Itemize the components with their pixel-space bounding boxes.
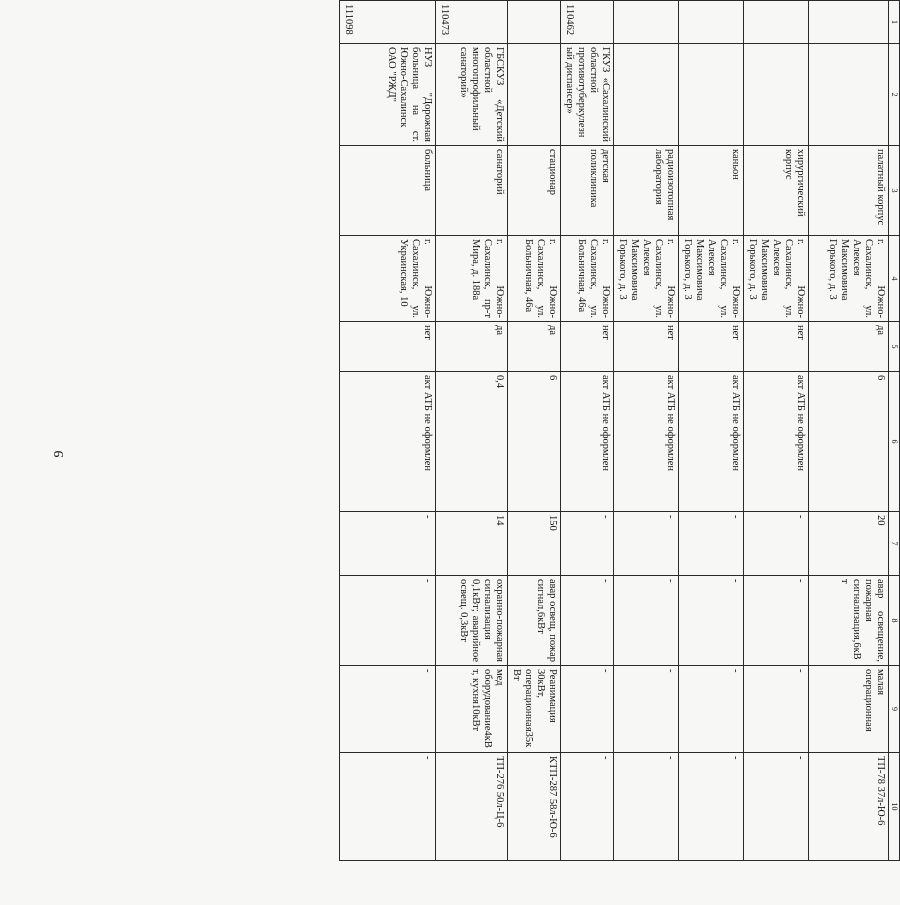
cell-organization: ГКУЗ «Сахалинский областной противотуберкулезный диспансер» [561, 44, 614, 146]
cell-address: г. Южно-Сахалинск, ул. Алексея Максимовича Горького, д. 3 [614, 236, 679, 322]
cell-tp: - [679, 753, 744, 861]
cell-doc: акт АТБ не оформлен [614, 372, 679, 512]
cell-address: г. Южно-Сахалинск, ул. Больничная, 46а [561, 236, 614, 322]
cell-id: 110473 [436, 1, 508, 44]
cell-reserve: - [340, 576, 436, 666]
cell-category: Реанимация 30кВт, операционная35кВт [508, 666, 561, 753]
cell-address: г. Южно-Сахалинск, ул. Больничная, 46а [508, 236, 561, 322]
cell-id [679, 1, 744, 44]
cell-object: радиоизотопная лаборатория [614, 146, 679, 236]
cell-value: 20 [809, 512, 889, 576]
cell-value: - [679, 512, 744, 576]
cell-doc: 0,4 [436, 372, 508, 512]
cell-tp: - [744, 753, 809, 861]
cell-object: палатный корпус [809, 146, 889, 236]
cell-doc: акт АТБ не оформлен [679, 372, 744, 512]
cell-reserve: авар освещение, пожарная сигнализация,6кВт [809, 576, 889, 666]
cell-id [809, 1, 889, 44]
cell-reserve: авар освещ, пожар сигнал,6кВт [508, 576, 561, 666]
cell-reserve: - [679, 576, 744, 666]
column-number: 10 [889, 753, 900, 861]
cell-doc: 6 [508, 372, 561, 512]
table-row [614, 1, 679, 861]
cell-reserve: - [744, 576, 809, 666]
cell-address: г. Южно-Сахалинск, ул. Алексея Максимовича Горького, д. 3 [809, 236, 889, 322]
cell-flag: нет [614, 322, 679, 372]
column-number: 9 [889, 666, 900, 753]
cell-doc: 6 [809, 372, 889, 512]
cell-category: малая операционная [809, 666, 889, 753]
cell-organization: ГБСКУЗ «Детский областной многопрофильный санаторий» [436, 44, 508, 146]
cell-organization [614, 44, 679, 146]
cell-organization: НУЗ "Дорожная больница на ст. Южно-Сахалинск ОАО "РЖД" [340, 44, 436, 146]
column-number: 2 [889, 44, 900, 146]
page-number: 9 [52, 450, 67, 458]
cell-reserve: - [614, 576, 679, 666]
cell-tp: ТП-78 37л-Ю-6 [809, 753, 889, 861]
cell-value: 14 [436, 512, 508, 576]
cell-reserve: охранно-пожарная сигнализация 0,1кВт; аварийное освещ. 0,3кВт [436, 576, 508, 666]
cell-category: - [340, 666, 436, 753]
cell-flag: да [436, 322, 508, 372]
cell-doc: акт АТБ не оформлен [561, 372, 614, 512]
cell-category: - [744, 666, 809, 753]
table-row [340, 1, 436, 861]
table-row [679, 1, 744, 861]
cell-id: 111098 [340, 1, 436, 44]
column-number: 8 [889, 576, 900, 666]
cell-organization [679, 44, 744, 146]
cell-tp: - [614, 753, 679, 861]
column-number: 4 [889, 236, 900, 322]
cell-id: 110462 [561, 1, 614, 44]
cell-object: стационар [508, 146, 561, 236]
column-number: 5 [889, 322, 900, 372]
column-number: 1 [889, 1, 900, 44]
cell-id [744, 1, 809, 44]
cell-doc: акт АТБ не оформлен [744, 372, 809, 512]
table-row [744, 1, 809, 861]
column-number: 3 [889, 146, 900, 236]
cell-flag: да [809, 322, 889, 372]
cell-organization [809, 44, 889, 146]
cell-value: - [340, 512, 436, 576]
cell-id [614, 1, 679, 44]
cell-doc: акт АТБ не оформлен [340, 372, 436, 512]
column-number: 7 [889, 512, 900, 576]
cell-flag: нет [561, 322, 614, 372]
cell-address: г. Южно-Сахалинск, ул. Украинская, 10 [340, 236, 436, 322]
cell-object: санаторий [436, 146, 508, 236]
cell-category: - [561, 666, 614, 753]
cell-flag: нет [340, 322, 436, 372]
cell-value: 150 [508, 512, 561, 576]
table-row [436, 1, 508, 861]
cell-flag: нет [679, 322, 744, 372]
cell-flag: да [508, 322, 561, 372]
cell-category: - [679, 666, 744, 753]
table-row [561, 1, 614, 861]
cell-value: - [744, 512, 809, 576]
cell-organization [744, 44, 809, 146]
rotated-table-page [343, 0, 900, 860]
cell-id [508, 1, 561, 44]
cell-object: детская поликлиника [561, 146, 614, 236]
cell-tp: - [561, 753, 614, 861]
cell-flag: нет [744, 322, 809, 372]
table-row [508, 1, 561, 861]
cell-tp: - [340, 753, 436, 861]
cell-tp: ТП-276 50л-Ц-6 [436, 753, 508, 861]
cell-reserve: - [561, 576, 614, 666]
cell-object: каньон [679, 146, 744, 236]
cell-tp: КТП-287 58л-Ю-6 [508, 753, 561, 861]
cell-address: г. Южно-Сахалинск, ул. Алексея Максимовича Горького, д. 3 [679, 236, 744, 322]
cell-object: хирургический корпус [744, 146, 809, 236]
register-table [339, 0, 900, 861]
cell-value: - [614, 512, 679, 576]
cell-object: больница [340, 146, 436, 236]
cell-address: г. Южно-Сахалинск, пр-т Мира, д. 188а [436, 236, 508, 322]
cell-address: г. Южно-Сахалинск, ул. Алексея Максимовича Горького, д. 3 [744, 236, 809, 322]
cell-category: мед оборудование4кВт, кухня10кВт [436, 666, 508, 753]
cell-value: - [561, 512, 614, 576]
column-number: 6 [889, 372, 900, 512]
cell-organization [508, 44, 561, 146]
column-number-row [889, 1, 900, 861]
cell-category: - [614, 666, 679, 753]
table-row [809, 1, 889, 861]
